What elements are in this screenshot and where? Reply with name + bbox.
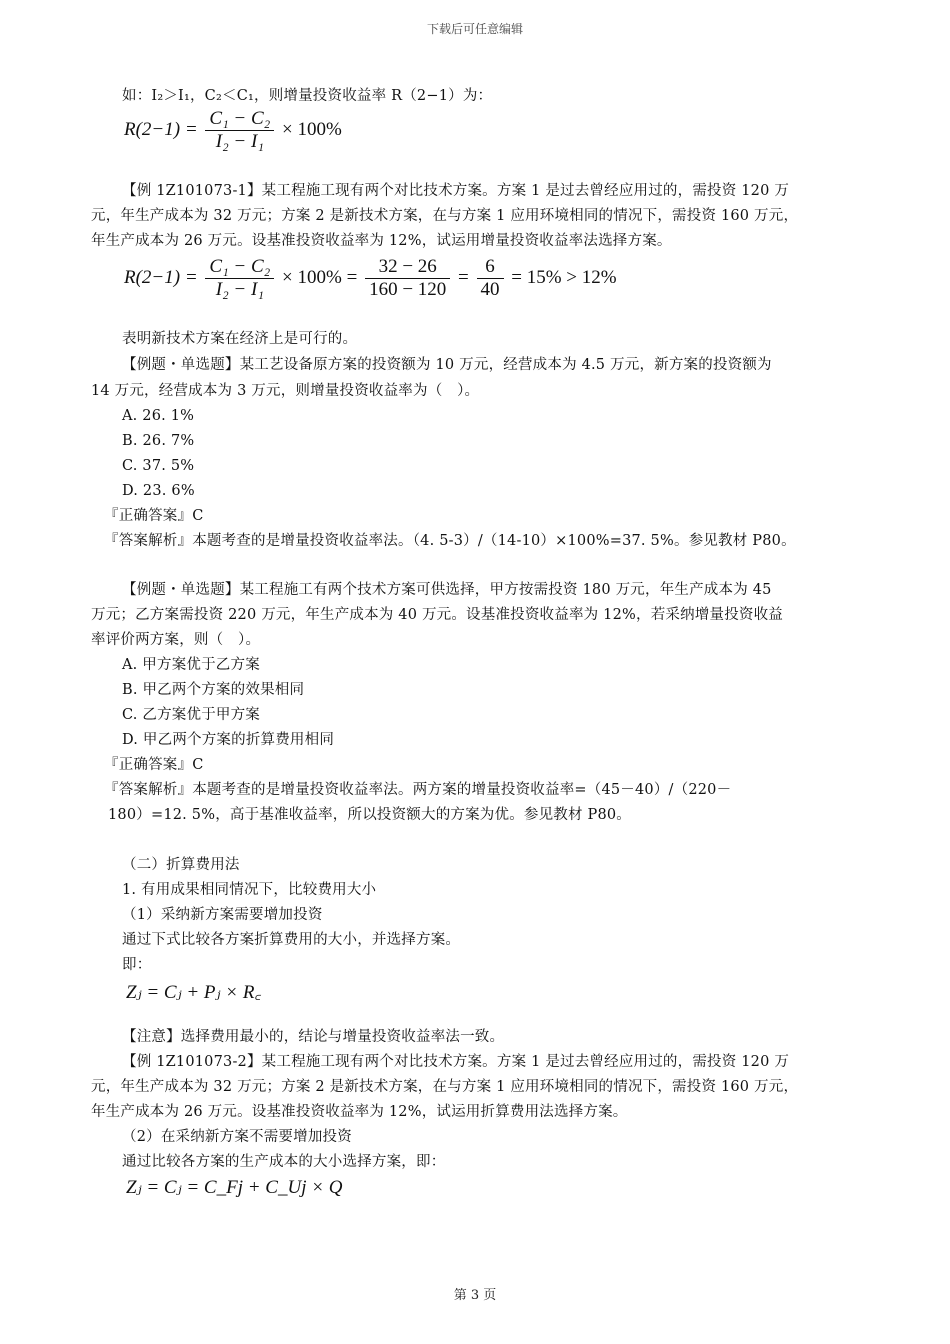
formula-mid: = — [458, 266, 469, 288]
denominator: I₂ − I₁ — [215, 131, 264, 152]
formula-lhs: R(2−1) = — [124, 118, 198, 140]
formula-production-cost: Zⱼ = Cⱼ = C_Fj + C_Uj × Q — [126, 1177, 343, 1198]
fraction — [205, 256, 274, 301]
answer-explanation: 『答案解析』本题考查的是增量投资收益率法。两方案的增量投资收益率=（45－40）/（220－ — [104, 782, 732, 798]
option-c: C. 37. 5% — [122, 458, 195, 474]
option-d: D. 23. 6% — [122, 483, 195, 499]
correct-answer: 『正确答案』C — [104, 757, 204, 773]
formula-tail: × 100% — [282, 118, 342, 140]
formula-converted-cost: Zⱼ = Cⱼ + Pⱼ × R꜀ — [126, 982, 262, 1003]
fraction — [205, 108, 274, 153]
denominator: I₂ − I₁ — [215, 279, 264, 300]
numerator: 6 — [477, 256, 504, 279]
numerator: 32 − 26 — [365, 256, 450, 279]
page-number: 第 3 页 — [453, 1288, 497, 1303]
option-a: A. 26. 1% — [122, 408, 195, 424]
formula-tail: = 15% > 12% — [511, 266, 617, 288]
text-line: 即： — [122, 957, 152, 973]
formula-incremental-return — [124, 108, 342, 153]
subsection-heading: （2）在采纳新方案不需要增加投资 — [122, 1129, 352, 1145]
page-header: 下载后可任意编辑 — [426, 22, 523, 36]
subsection-heading: 1. 有用成果相同情况下，比较费用大小 — [122, 882, 377, 898]
correct-answer: 『正确答案』C — [104, 508, 204, 524]
denominator: 40 — [480, 279, 500, 300]
text-line: 通过下式比较各方案折算费用的大小，并选择方案。 — [122, 932, 461, 948]
example-heading: 【例 1Z101073-1】某工程施工现有两个对比技术方案。方案 1 是过去曾经应用过的，需投资 120 万 — [122, 183, 790, 199]
denominator: 160 − 120 — [369, 279, 447, 300]
text-line: 14 万元，经营成本为 3 万元，则增量投资收益率为（ ）。 — [91, 383, 480, 399]
option-b: B. 甲乙两个方案的效果相同 — [122, 682, 305, 698]
subsection-heading: （1）采纳新方案需要增加投资 — [122, 907, 323, 923]
formula-example-calc — [124, 256, 617, 301]
formula-lhs: R(2−1) = — [124, 266, 198, 288]
text-line: 元，年生产成本为 32 万元；方案 2 是新技术方案，在与方案 1 应用环境相同的情况下，需投资 160 万元， — [91, 1079, 799, 1095]
option-b: B. 26. 7% — [122, 433, 195, 449]
example-heading: 【例 1Z101073-2】某工程施工现有两个对比技术方案。方案 1 是过去曾经应用过的，需投资 120 万 — [122, 1054, 790, 1070]
text-line: 如：I₂＞I₁，C₂＜C₁，则增量投资收益率 R（2−1）为： — [122, 88, 493, 104]
numerator: C₁ − C₂ — [205, 256, 274, 279]
section-heading: （二）折算费用法 — [122, 857, 240, 873]
option-a: A. 甲方案优于乙方案 — [122, 657, 260, 673]
text-line: 年生产成本为 26 万元。设基准投资收益率为 12%，试运用增量投资收益率法选择方案。 — [91, 233, 672, 249]
text-line: 通过比较各方案的生产成本的大小选择方案，即： — [122, 1154, 446, 1170]
question-heading: 【例题・单选题】某工艺设备原方案的投资额为 10 万元，经营成本为 4.5 万元，新方案的投资额为 — [122, 357, 772, 373]
option-c: C. 乙方案优于甲方案 — [122, 707, 260, 723]
text-line: 元，年生产成本为 32 万元；方案 2 是新技术方案，在与方案 1 应用环境相同的情况下，需投资 160 万元， — [91, 208, 799, 224]
fraction — [477, 256, 504, 301]
fraction — [365, 256, 450, 301]
numerator: C₁ − C₂ — [205, 108, 274, 131]
text-line: 年生产成本为 26 万元。设基准投资收益率为 12%，试运用折算费用法选择方案。 — [91, 1104, 628, 1120]
text-line: 180）=12. 5%，高于基准收益率，所以投资额大的方案为优。参见教材 P80。 — [108, 807, 632, 823]
question-heading: 【例题・单选题】某工程施工有两个技术方案可供选择，甲方按需投资 180 万元，年生产成本为 45 — [122, 582, 772, 598]
text-line: 率评价两方案，则（ ）。 — [91, 632, 261, 648]
note-line: 【注意】选择费用最小的，结论与增量投资收益率法一致。 — [122, 1029, 505, 1045]
option-d: D. 甲乙两个方案的折算费用相同 — [122, 732, 335, 748]
answer-explanation: 『答案解析』本题考查的是增量投资收益率法。（4. 5-3）/（14-10）×100%=37. 5%。参见教材 P80。 — [104, 533, 796, 549]
text-line: 表明新技术方案在经济上是可行的。 — [122, 331, 358, 347]
formula-mid: × 100% = — [282, 266, 358, 288]
text-line: 万元；乙方案需投资 220 万元，年生产成本为 40 万元。设基准投资收益率为 12%，若采纳增量投资收益 — [91, 607, 783, 623]
